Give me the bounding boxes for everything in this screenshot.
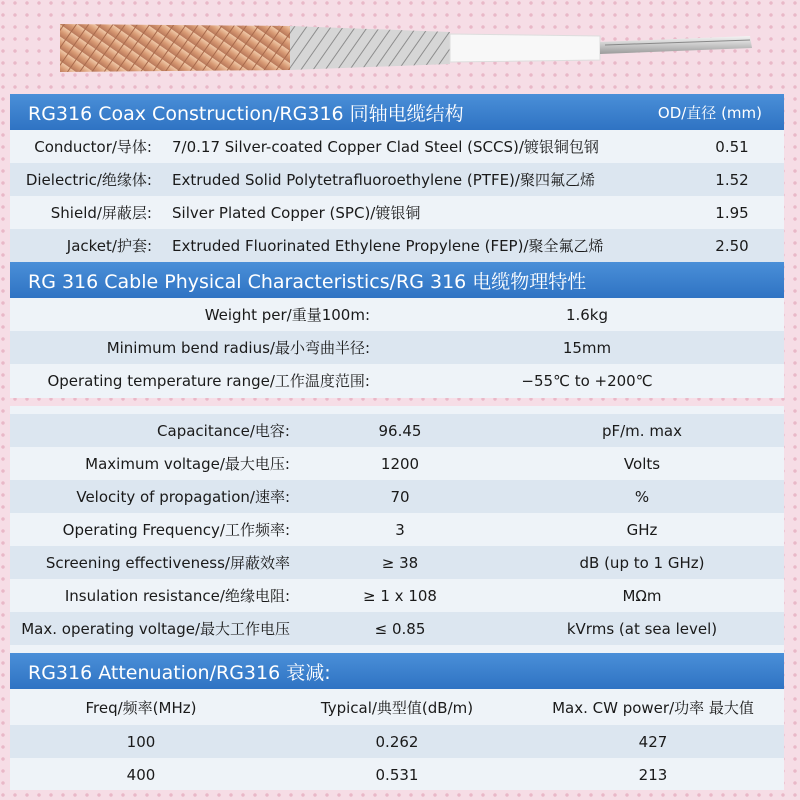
electrical-unit: kVrms (at sea level)	[566, 619, 718, 638]
construction-desc: Extruded Fluorinated Ethylene Propylene (FEP)/聚全氟乙烯	[172, 237, 604, 255]
electrical-row	[10, 447, 784, 480]
electrical-label: Capacitance/电容:	[157, 422, 290, 440]
attenuation-row	[10, 725, 784, 758]
electrical-panel	[10, 406, 784, 790]
electrical-value: 96.45	[378, 421, 422, 440]
construction-panel	[10, 94, 784, 398]
physical-label: Minimum bend radius/最小弯曲半径:	[106, 339, 370, 357]
attenuation-typical: 0.531	[375, 765, 419, 784]
construction-od: 2.50	[715, 236, 749, 255]
attenuation-row	[10, 758, 784, 791]
od-header: OD/直径 (mm)	[657, 103, 762, 122]
electrical-label: Operating Frequency/工作频率:	[62, 521, 290, 539]
electrical-value: 1200	[380, 454, 420, 473]
attenuation-column-headers	[10, 689, 784, 725]
physical-label: Weight per/重量100m:	[204, 306, 370, 324]
physical-row	[10, 364, 784, 397]
electrical-value: 3	[395, 520, 405, 539]
attenuation-header	[10, 653, 784, 689]
construction-label: Dielectric/绝缘体:	[25, 171, 152, 189]
electrical-value: ≥ 38	[381, 553, 419, 572]
electrical-value: ≥ 1 x 108	[363, 586, 437, 605]
construction-row	[10, 229, 784, 262]
physical-row	[10, 298, 784, 331]
attenuation-power: 427	[638, 732, 668, 751]
physical-label: Operating temperature range/工作温度范围:	[47, 372, 370, 390]
electrical-row	[10, 513, 784, 546]
attenuation-typical: 0.262	[375, 732, 419, 751]
physical-header	[10, 262, 784, 298]
construction-desc: Silver Plated Copper (SPC)/镀银铜	[172, 204, 421, 222]
construction-row	[10, 130, 784, 163]
coax-cable-image	[60, 12, 760, 84]
electrical-row	[10, 612, 784, 645]
physical-value: 15mm	[562, 338, 612, 357]
electrical-row	[10, 579, 784, 612]
electrical-unit: GHz	[626, 520, 658, 539]
electrical-value: 70	[390, 487, 410, 506]
construction-label: Shield/屏蔽层:	[50, 204, 152, 222]
physical-title: RG 316 Cable Physical Characteristics/RG 316 电缆物理特性	[28, 270, 587, 293]
electrical-label: Insulation resistance/绝缘电阻:	[64, 587, 290, 605]
electrical-row	[10, 414, 784, 447]
attenuation-title: RG316 Attenuation/RG316 衰减:	[28, 661, 331, 684]
attenuation-col-typical: Typical/典型值(dB/m)	[320, 698, 474, 717]
electrical-unit: dB (up to 1 GHz)	[579, 553, 705, 572]
electrical-row	[10, 480, 784, 513]
attenuation-power: 213	[638, 765, 668, 784]
electrical-value: ≤ 0.85	[374, 619, 426, 638]
attenuation-col-freq: Freq/频率(MHz)	[85, 698, 197, 717]
construction-header	[10, 94, 784, 130]
construction-od: 0.51	[715, 137, 749, 156]
construction-desc: 7/0.17 Silver-coated Copper Clad Steel (SCCS)/镀银铜包钢	[172, 138, 599, 156]
construction-desc: Extruded Solid Polytetrafluoroethylene (PTFE)/聚四氟乙烯	[172, 171, 595, 189]
construction-od: 1.52	[715, 170, 749, 189]
construction-od: 1.95	[715, 203, 749, 222]
physical-value: −55℃ to +200℃	[521, 371, 653, 390]
physical-value: 1.6kg	[565, 305, 609, 324]
electrical-unit: %	[634, 487, 650, 506]
electrical-label: Maximum voltage/最大电压:	[85, 455, 290, 473]
electrical-unit: Volts	[623, 454, 661, 473]
electrical-label: Velocity of propagation/速率:	[76, 488, 290, 506]
construction-row	[10, 196, 784, 229]
electrical-row	[10, 546, 784, 579]
construction-title: RG316 Coax Construction/RG316 同轴电缆结构	[28, 102, 464, 125]
electrical-label: Screening effectiveness/屏蔽效率	[45, 554, 290, 572]
electrical-unit: MΩm	[622, 586, 662, 605]
attenuation-freq: 100	[126, 732, 156, 751]
construction-label: Conductor/导体:	[34, 138, 152, 156]
attenuation-freq: 400	[126, 765, 156, 784]
electrical-unit: pF/m. max	[601, 421, 683, 440]
construction-label: Jacket/护套:	[66, 237, 152, 255]
electrical-label: Max. operating voltage/最大工作电压	[21, 620, 290, 638]
physical-row	[10, 331, 784, 364]
construction-row	[10, 163, 784, 196]
attenuation-col-power: Max. CW power/功率 最大值	[552, 698, 754, 717]
